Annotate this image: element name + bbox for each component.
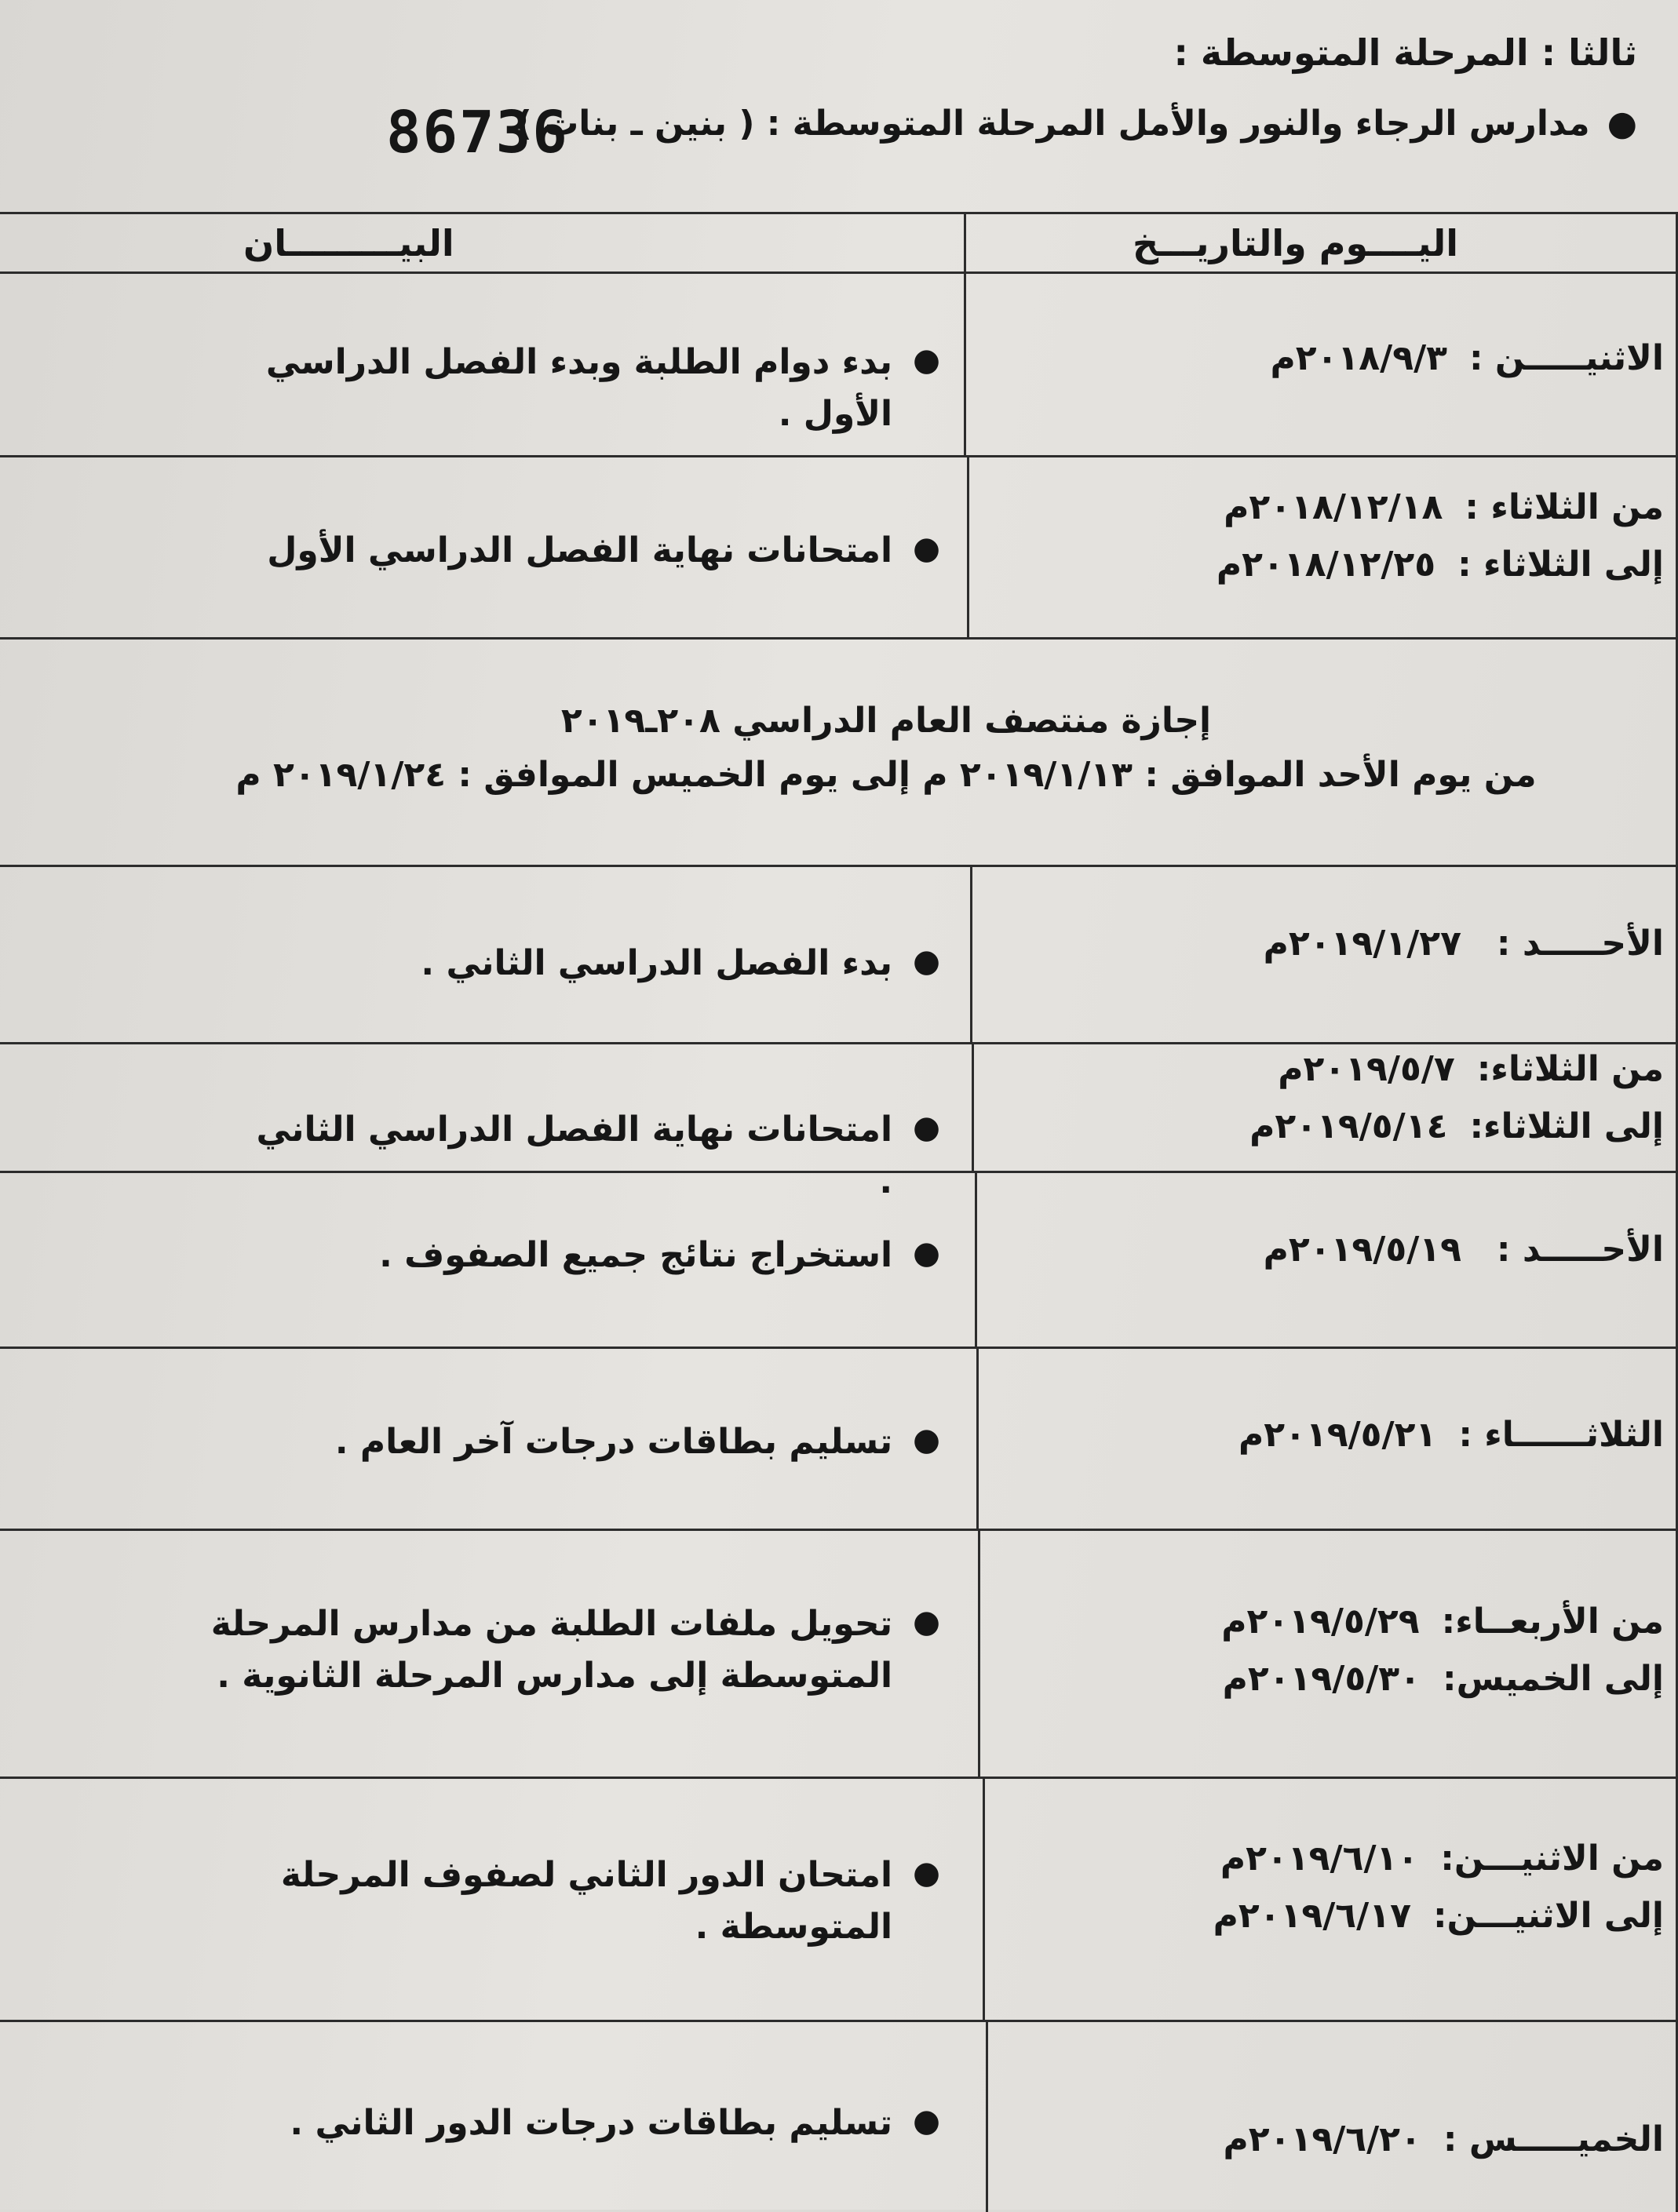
description-cell — [234, 525, 940, 577]
day-label: من الثلاثاء : — [1465, 487, 1664, 527]
description-text: امتحانات نهاية الفصل الدراسي الأول — [267, 530, 893, 570]
date-value: ٢٠١٩/٥/٣٠م — [1222, 1659, 1421, 1699]
day-label: من الاثنيـــن: — [1440, 1838, 1664, 1879]
bullet-icon: ● — [913, 342, 940, 378]
bullet-icon: ● — [913, 1110, 940, 1146]
description-cell — [234, 337, 940, 440]
bullet-icon: ● — [913, 530, 940, 567]
section-heading: ثالثا : المرحلة المتوسطة : — [1173, 31, 1637, 74]
description-text: تسليم بطاقات درجات آخر العام . — [334, 1422, 893, 1462]
break-title: إجازة منتصف العام الدراسي ٢٠٨ـ٢٠١٩ — [560, 701, 1212, 741]
day-label: إلى الثلاثاء: — [1469, 1106, 1664, 1146]
table-row — [0, 865, 1678, 1044]
day-label: الأحـــــد : — [1496, 1230, 1664, 1270]
date-value: ٢٠١٨/٩/٣م — [1270, 338, 1447, 378]
table-row — [0, 1042, 1678, 1201]
date-value: ٢٠١٩/٥/٧م — [1278, 1049, 1455, 1089]
table-row — [0, 2020, 1678, 2212]
description-text: بدء دوام الطلبة وبدء الفصل الدراسي الأول . — [265, 342, 893, 434]
description-cell — [61, 1598, 940, 1702]
date-value: ٢٠١٩/١/٢٧م — [1263, 924, 1461, 964]
date-cell — [1270, 338, 1664, 378]
date-cell — [1224, 2119, 1664, 2159]
table-row — [0, 1347, 1678, 1531]
date-cell — [1221, 1602, 1664, 1699]
date-cell — [1217, 487, 1664, 585]
day-label: إلى الاثنيـــن: — [1432, 1896, 1664, 1936]
date-value: ٢٠١٩/٥/٢١م — [1238, 1415, 1437, 1455]
date-value: ٢٠١٩/٦/١٧م — [1213, 1896, 1411, 1936]
schedule-table — [0, 212, 1678, 2210]
mid-year-break-row — [0, 637, 1678, 867]
date-value: ٢٠١٩/٥/١٤م — [1249, 1106, 1448, 1146]
header-description: البيـــــــــان — [243, 222, 454, 264]
date-value: ٢٠١٩/٥/٢٩م — [1221, 1602, 1420, 1642]
table-row — [0, 455, 1678, 640]
date-cell — [1249, 1049, 1664, 1146]
date-cell — [1264, 924, 1664, 964]
day-label: الخميـــــس : — [1443, 2119, 1664, 2159]
bullet-icon: ● — [913, 943, 940, 979]
schools-text: مدارس الرجاء والنور والأمل المرحلة المتوسطة : ( بنين ـ بنات ) — [516, 104, 1590, 144]
description-text: تحويل ملفات الطلبة من مدارس المرحلة المتوسطة إلى مدارس المرحلة الثانوية . — [210, 1604, 893, 1696]
table-row — [0, 271, 1678, 457]
date-value: ٢٠١٩/٦/١٠م — [1220, 1838, 1419, 1879]
date-cell — [1213, 1838, 1664, 1936]
day-label: من الأربعــاء: — [1441, 1602, 1664, 1642]
table-row — [0, 1529, 1678, 1779]
stamp-number: 86736 — [386, 99, 569, 166]
date-value: ٢٠١٩/٦/٢٠م — [1223, 2119, 1421, 2159]
bullet-icon: ● — [913, 2103, 940, 2139]
bullet-icon: ● — [913, 1855, 940, 1891]
day-label: الاثنيـــــن : — [1469, 338, 1664, 378]
description-cell — [234, 1230, 940, 1281]
date-cell — [1264, 1230, 1664, 1270]
break-block — [0, 701, 1678, 809]
description-text: امتحان الدور الثاني لصفوف المرحلة المتوسطة . — [280, 1855, 893, 1947]
description-text: تسليم بطاقات درجات الدور الثاني . — [290, 2103, 893, 2143]
bullet-icon: ● — [913, 1422, 940, 1458]
table-row — [0, 1171, 1678, 1349]
day-label: من الثلاثاء: — [1476, 1049, 1664, 1089]
description-text: امتحانات نهاية الفصل الدراسي الثاني . — [256, 1110, 893, 1201]
bullet-icon: ● — [1607, 104, 1637, 144]
header-date: اليــــوم والتاريـــخ — [1132, 222, 1458, 264]
description-cell — [234, 2097, 940, 2149]
description-cell — [155, 1849, 940, 1953]
date-value: ٢٠١٩/٥/١٩م — [1263, 1230, 1461, 1270]
day-label: إلى الثلاثاء : — [1457, 545, 1664, 585]
table-row — [0, 1777, 1678, 2022]
description-text: بدء الفصل الدراسي الثاني . — [421, 943, 893, 983]
day-label: الأحـــــد : — [1496, 924, 1664, 964]
bullet-icon: ● — [913, 1604, 940, 1640]
description-cell — [234, 938, 940, 989]
date-value: ٢٠١٨/١٢/٢٥م — [1216, 545, 1436, 585]
day-label: الثلاثــــــاء : — [1458, 1415, 1664, 1455]
description-cell — [234, 1416, 940, 1468]
day-label: إلى الخميس: — [1442, 1659, 1664, 1699]
description-text: استخراج نتائج جميع الصفوف . — [379, 1235, 893, 1275]
date-value: ٢٠١٨/١٢/١٨م — [1224, 487, 1443, 527]
schools-line — [516, 104, 1637, 144]
break-dates: من يوم الأحد الموافق : ٢٠١٩/١/١٣ م إلى يوم الخميس الموافق : ٢٠١٩/١/٢٤ م — [235, 755, 1537, 795]
date-cell — [1238, 1415, 1664, 1455]
bullet-icon: ● — [913, 1235, 940, 1271]
table-header-row — [0, 212, 1678, 274]
